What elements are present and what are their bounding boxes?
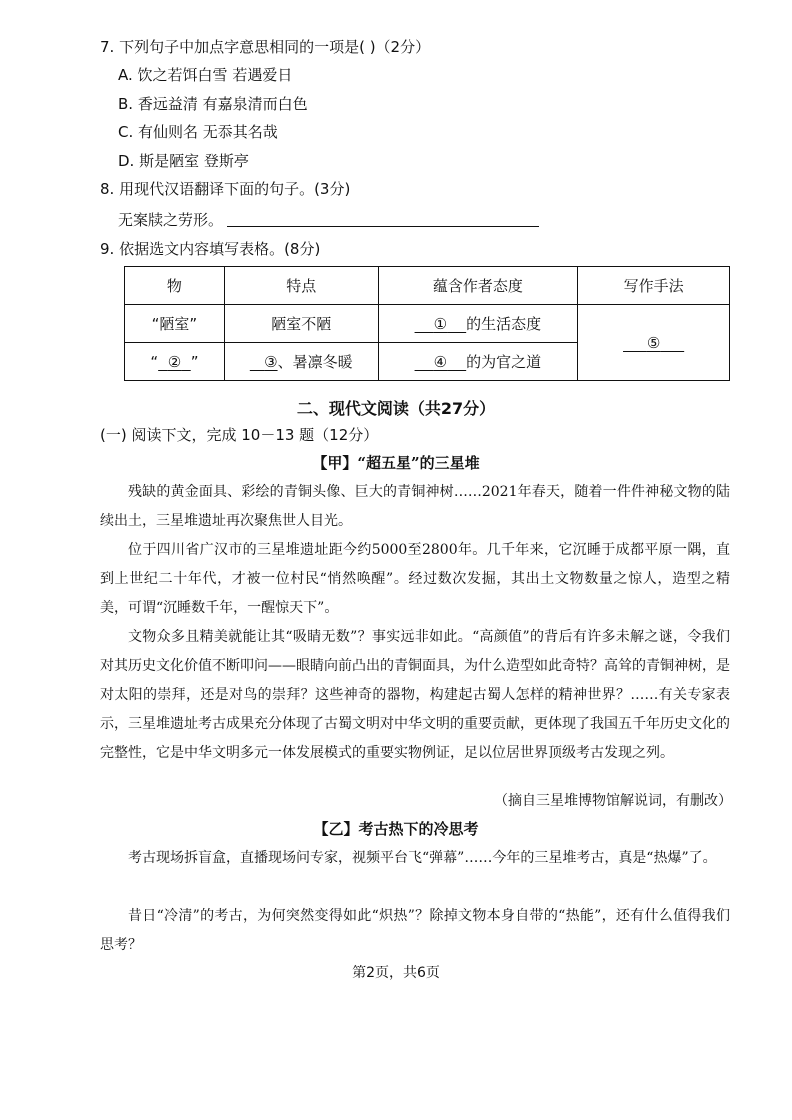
option-label: A. [118,66,133,84]
feature-suffix: 、暑凛冬暖 [277,353,353,371]
header-cell: 写作手法 [578,267,730,305]
article-b-paragraph-2: 昔日“冷清”的考古，为何突然变得如此“炽热”？除掉文物本身自带的“热能”，还有什么值得我们思考？ [100,908,730,953]
option-label: D. [118,152,135,170]
blank-1[interactable] [415,315,467,333]
method-cell[interactable] [578,305,730,381]
answer-blank[interactable] [227,212,539,227]
option-text: 饮之若饵白雪 若遇爱日 [137,66,293,84]
q7-option-c [118,121,278,142]
blank-4[interactable] [415,353,467,371]
section-heading: 二、现代文阅读（共27分） [296,399,496,418]
q7-option-a [118,64,292,85]
q8-stem: 8. 用现代汉语翻译下面的句子。(3分) [100,180,351,198]
item-cell[interactable] [125,343,225,381]
q7-stem: 7. 下列句子中加点字意思相同的一项是( )（2分） [100,38,431,56]
q9-stem: 9. 依据选文内容填写表格。(8分) [100,240,321,258]
header-cell: 特点 [224,267,378,305]
q8-sentence-row [118,209,539,230]
article-b-paragraph-1: 考古现场拆盲盒，直播现场问专家，视频平台飞“弹幕”……今年的三星堆考古，真是“热爆”了。 [128,850,717,866]
feature-cell: 陋室不陋 [224,305,378,343]
option-label: C. [118,123,134,141]
quote-open: “ [150,352,159,371]
blank-number: ② [167,352,182,371]
blank-number: ③ [264,353,278,371]
blank-number: ④ [433,353,448,371]
blank-5[interactable] [623,334,684,352]
q9-table [124,266,730,381]
section-subheading: (一) 阅读下文，完成 10－13 题（12分） [100,426,379,444]
article-a-paragraph-3: 文物众多且精美就能让其“吸睛无数”？事实远非如此。“高颜值”的背后有许多未解之谜，令我们对其历史文化价值不断叩问——眼睛向前凸出的青铜面具，为什么造型如此奇特？高耸的青铜神树，是对太阳的崇拜，还是对鸟的崇拜？这些神奇的器物，构建起古蜀人怎样的精神世界？……有关专家表示，三星堆遗址考古成果充分体现了古蜀文明对中华文明的重要贡献，更体现了我国五千年历史文化的完整性，它是中华文明多元一体发展模式的重要实物例证，足以位居世界顶级考古发现之列。 [100,629,730,761]
page-number: 第2页，共6页 [352,965,440,981]
option-text: 有仙则名 无忝其名哉 [138,123,278,141]
blank-3[interactable] [250,353,278,371]
article-a-paragraph-2: 位于四川省广汉市的三星堆遗址距今约5000至2800年。几千年来，它沉睡于成都平原一隅，直到上世纪二十年代，才被一位村民“悄然唤醒”。经过数次发掘，其出土文物数量之惊人，造型之精美，可谓“沉睡数千年，一醒惊天下”。 [100,542,730,616]
blank-number: ① [433,315,448,333]
feature-cell[interactable] [224,343,378,381]
blank-2[interactable] [158,353,191,371]
attitude-suffix: 的生活态度 [466,315,542,333]
option-text: 斯是陋室 登斯亭 [139,152,249,170]
article-b-title: 【乙】考古热下的冷思考 [313,820,479,838]
item-cell: “陋室” [125,305,225,343]
option-label: B. [118,95,134,113]
q7-option-b [118,93,308,114]
option-text: 香远益清 有嘉泉清而白色 [137,95,308,113]
table-header-row [125,267,730,305]
attitude-cell[interactable] [378,305,578,343]
table-row [125,305,730,343]
header-cell: 蕴含作者态度 [378,267,578,305]
quote-close: ” [190,352,199,371]
attitude-cell[interactable] [378,343,578,381]
article-a-paragraph-1: 残缺的黄金面具、彩绘的青铜头像、巨大的青铜神树……2021年春天，随着一件件神秘文物的陆续出土，三星堆遗址再次聚焦世人目光。 [100,484,730,529]
q7-option-d [118,150,249,171]
attitude-suffix: 的为官之道 [466,353,542,371]
q8-sentence: 无案牍之劳形。 [118,211,224,229]
blank-number: ⑤ [646,333,661,352]
article-a-title: 【甲】“超五星”的三星堆 [312,454,480,472]
article-a-source: （摘自三星堆博物馆解说词，有删改） [494,793,732,809]
header-cell: 物 [125,267,225,305]
